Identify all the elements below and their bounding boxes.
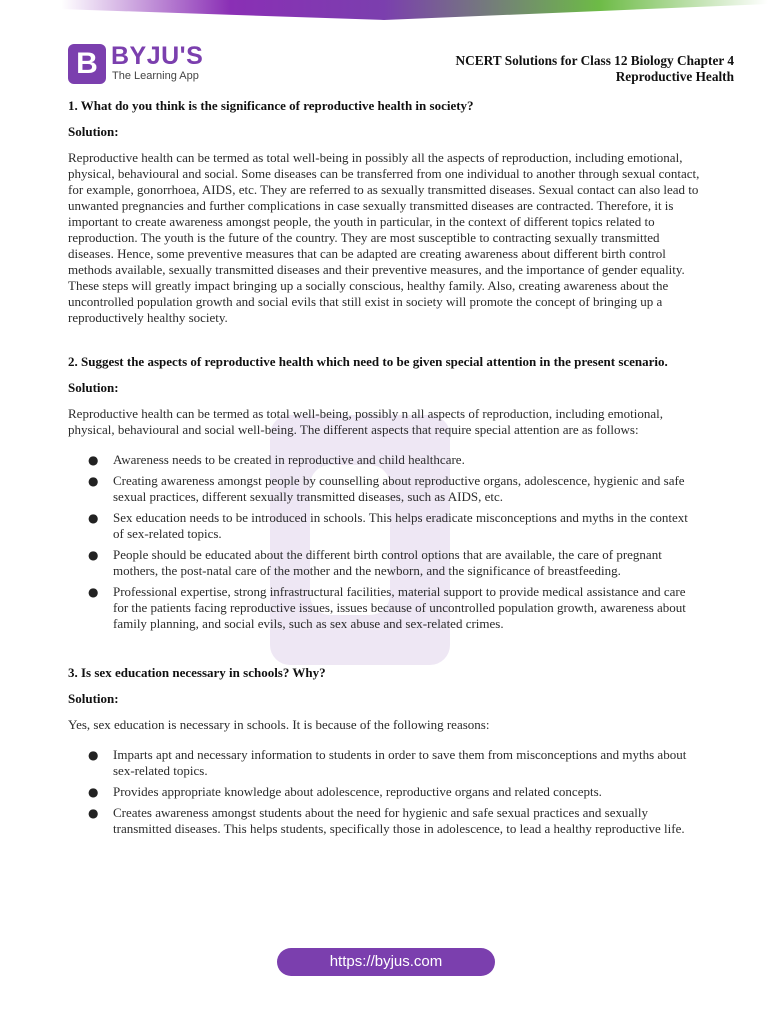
bullet-icon: ● (88, 453, 99, 467)
list-item-text: Creates awareness amongst students about the need for hygienic and safe sexual practices and sexually transmitted diseases. This helps students, specifically those in adolescence, to lead a healthy reproductive life. (113, 805, 685, 836)
logo-name: BYJU'S (111, 42, 204, 70)
list-item-text: Sex education needs to be introduced in schools. This helps eradicate misconceptions and myths in the context of sex-related topics. (113, 510, 688, 541)
bullet-icon: ● (88, 748, 99, 762)
footer-url-link[interactable]: https://byjus.com (277, 948, 495, 976)
list-item (68, 547, 700, 579)
bullet-icon: ● (88, 806, 99, 820)
solution-label: Solution: (68, 691, 119, 706)
list-item-text: Provides appropriate knowledge about adolescence, reproductive organs and related concepts. (113, 784, 602, 799)
bullet-icon: ● (88, 474, 99, 488)
bullet-icon: ● (88, 585, 99, 599)
list-item-text: People should be educated about the different birth control options that are available, the care of pregnant mothers, the post-natal care of the mother and the newborn, and the significance of breastfeeding. (113, 547, 662, 578)
solution-label: Solution: (68, 124, 119, 139)
solution-paragraph: Reproductive health can be termed as total well-being, possibly n all aspects of reproduction, including emotional, physical, behavioural and social well-being. The different aspects that require special attention are as follows: (68, 406, 663, 437)
header-title-line1: NCERT Solutions for Class 12 Biology Chapter 4 (455, 53, 734, 68)
question-heading: 3. Is sex education necessary in schools? Why? (68, 665, 326, 680)
list-item (68, 747, 700, 779)
list-item-text: Imparts apt and necessary information to students in order to save them from misconceptions and myths about sex-related topics. (113, 747, 687, 778)
list-item (68, 510, 700, 542)
list-item (68, 473, 700, 505)
document-body (68, 98, 700, 842)
question-section-2 (68, 354, 700, 632)
question-heading: 2. Suggest the aspects of reproductive health which need to be given special attention in the present scenario. (68, 354, 668, 369)
byjus-logo (68, 44, 238, 86)
list-item (68, 452, 700, 468)
top-decorative-band (0, 0, 768, 20)
logo-b-icon: B (68, 44, 106, 84)
list-item (68, 584, 700, 632)
logo-tagline: The Learning App (112, 70, 199, 82)
question-heading: 1. What do you think is the significance of reproductive health in society? (68, 98, 474, 113)
solution-label: Solution: (68, 380, 119, 395)
document-header-title (404, 53, 734, 85)
bullet-list (68, 452, 700, 632)
bullet-icon: ● (88, 785, 99, 799)
list-item-text: Creating awareness amongst people by counselling about reproductive organs, adolescence, hygienic and safe sexual practices, different sexually transmitted diseases, such as AIDS, etc. (113, 473, 685, 504)
question-section-3 (68, 665, 700, 837)
list-item (68, 805, 700, 837)
list-item-text: Awareness needs to be created in reproductive and child healthcare. (113, 452, 465, 467)
list-item (68, 784, 700, 800)
bullet-icon: ● (88, 511, 99, 525)
list-item-text: Professional expertise, strong infrastructural facilities, material support to provide medical assistance and care for the patients facing reproductive issues, issues because of uncontrolled population growth, awareness about family planning, and social evils, such as sex abuse and sex-related crimes. (113, 584, 686, 631)
header-title-line2: Reproductive Health (615, 69, 734, 84)
bullet-list (68, 747, 700, 837)
bullet-icon: ● (88, 548, 99, 562)
question-section-1 (68, 98, 700, 326)
solution-paragraph: Yes, sex education is necessary in schools. It is because of the following reasons: (68, 717, 490, 732)
solution-paragraph: Reproductive health can be termed as total well-being in possibly all the aspects of reproduction, including emotional, physical, behavioural and social. Some diseases can be transferred from one individual to another through sexual contact, for example, gonorrhoea, AIDS, etc. They are referred to as sexually transmitted diseases. Sexual contact can also lead to unwanted pregnancies and further complications in case sexually transmitted diseases are contracted. Therefore, it is important to create awareness amongst people, the youth in particular, in the context of different topics related to reproduction. The youth is the future of the country. They are most susceptible to contracting sexually transmitted diseases. Hence, some preventive measures that can be adapted are creating awareness about different birth control methods available, sexually transmitted diseases and their preventive measures, and the importance of gender equality. These steps will greatly impact bringing up a socially conscious, healthy family. Also, creating awareness about the uncontrolled population growth and social evils that still exist in society will promote the concept of bringing up a reproductively healthy society. (68, 150, 700, 325)
